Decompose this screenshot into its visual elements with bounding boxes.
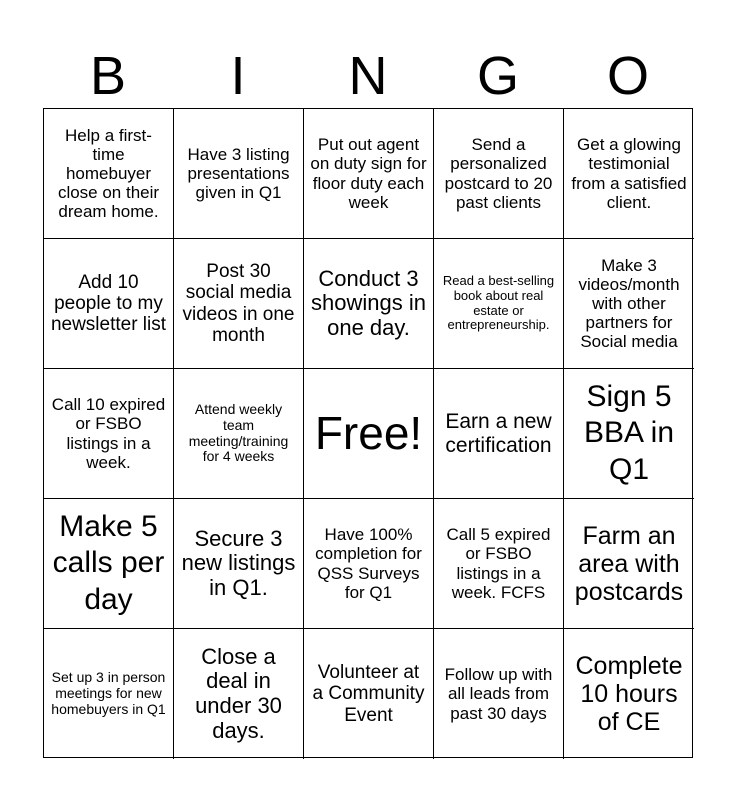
bingo-cell[interactable]: Post 30 social media videos in one month <box>174 239 304 369</box>
bingo-grid <box>43 108 693 758</box>
bingo-cell[interactable]: Get a glowing testimonial from a satisfied client. <box>564 109 694 239</box>
bingo-cell[interactable]: Help a first-time homebuyer close on their dream home. <box>44 109 174 239</box>
header-letter-o: O <box>606 46 649 106</box>
bingo-cell[interactable]: Send a personalized postcard to 20 past clients <box>434 109 564 239</box>
bingo-cell[interactable]: Conduct 3 showings in one day. <box>304 239 434 369</box>
bingo-cell[interactable]: Read a best-selling book about real estate or entrepreneurship. <box>434 239 564 369</box>
bingo-cell[interactable]: Secure 3 new listings in Q1. <box>174 499 304 629</box>
bingo-cell[interactable]: Make 5 calls per day <box>44 499 174 629</box>
bingo-cell[interactable]: Earn a new certification <box>434 369 564 499</box>
bingo-cell[interactable]: Farm an area with postcards <box>564 499 694 629</box>
bingo-cell[interactable]: Have 3 listing presentations given in Q1 <box>174 109 304 239</box>
bingo-cell[interactable]: Call 5 expired or FSBO listings in a week. FCFS <box>434 499 564 629</box>
free-space-cell[interactable]: Free! <box>304 369 434 499</box>
header-letter-i: I <box>230 46 246 106</box>
header-letter-n: N <box>348 46 388 106</box>
header-letter-g: G <box>476 46 519 106</box>
bingo-cell[interactable]: Close a deal in under 30 days. <box>174 629 304 759</box>
bingo-cell[interactable]: Attend weekly team meeting/training for 4 weeks <box>174 369 304 499</box>
bingo-cell[interactable]: Complete 10 hours of CE <box>575 652 683 736</box>
bingo-cell[interactable]: Sign 5 BBA in Q1 <box>564 369 694 499</box>
bingo-cell[interactable]: Volunteer at a Community Event <box>304 629 434 759</box>
bingo-cell[interactable]: Set up 3 in person meetings for new homebuyers in Q1 <box>44 629 174 759</box>
bingo-cell[interactable]: Have 100% completion for QSS Surveys for Q1 <box>304 499 434 629</box>
bingo-header <box>43 44 693 108</box>
bingo-cell[interactable]: Add 10 people to my newsletter list <box>44 239 174 369</box>
bingo-cell[interactable]: Call 10 expired or FSBO listings in a week. <box>44 369 174 499</box>
bingo-cell[interactable]: Make 3 videos/month with other partners for Social media <box>564 239 694 369</box>
header-letter-b: B <box>89 46 127 106</box>
bingo-cell[interactable]: Follow up with all leads from past 30 days <box>434 629 564 759</box>
bingo-cell[interactable]: Put out agent on duty sign for floor duty each week <box>304 109 434 239</box>
